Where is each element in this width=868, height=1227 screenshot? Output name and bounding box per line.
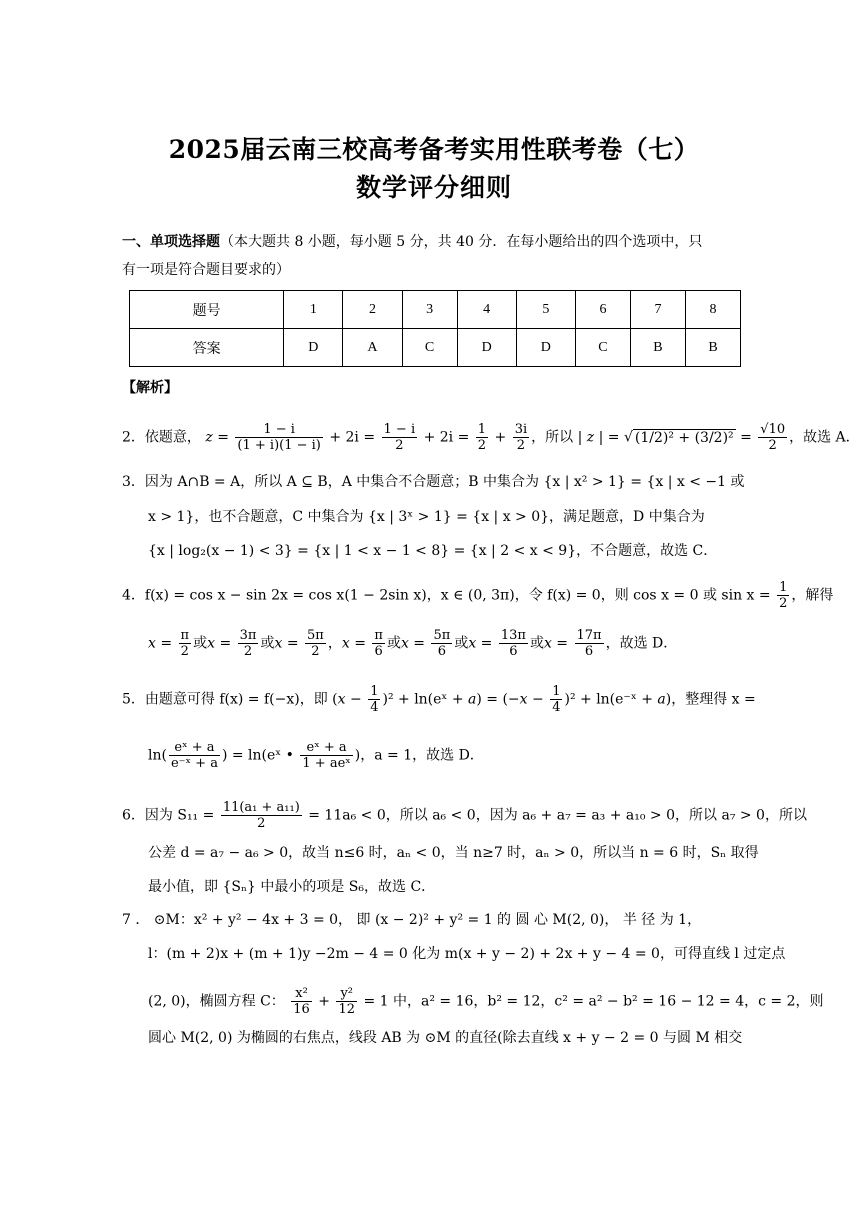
q7-line3: (2, 0)，椭圆方程 C： $\frac{\text{x²}}{16}$ + $\frac{\text{y²}}{12}$ = 1 中，a² = 16，b² = 12，c² = a² − b² = 16 − 12 = 4，c = 2，则 — [148, 986, 824, 1017]
q7-text: (2, 0)，椭圆方程 C： — [148, 993, 285, 1010]
q6-line3: 最小值，即 {Sₙ} 中最小的项是 S₆，故选 C． — [148, 879, 436, 895]
page-subtitle: 数学评分细则 — [355, 173, 512, 202]
section-heading — [122, 232, 747, 252]
table-cell: 4 — [457, 291, 516, 329]
table-cell: C — [402, 329, 457, 367]
table-cell: 3 — [402, 291, 457, 329]
section-desc-1: （本大题共 8 小题，每小题 5 分，共 40 分．在每小题给出的四个选项中，只 — [220, 234, 703, 250]
q7-line2: l：(m + 2)x + (m + 1)y −2m − 4 = 0 化为 m(x + y − 2) + 2x + y − 4 = 0，可得直线 l 过定点 — [148, 946, 786, 962]
q3-line3: {x | log₂(x − 1) < 3} = {x | 1 < x − 1 < 8} = {x | 2 < x < 9}，不合题意，故选 C． — [148, 543, 718, 559]
q6-text-b: = 11a₆ < 0，所以 a₆ < 0，因为 a₆ + a₇ = a₃ + a₁₀ > 0，所以 a₇ > 0，所以 — [308, 807, 807, 824]
table-row — [130, 329, 741, 367]
q4-text-c: ，故选 D． — [605, 635, 678, 652]
q4-text: 4．f(x) = cos x − sin 2x = cos x(1 − 2sin x)，x ∈ (0, 3π)，令 f(x) = 0，则 cos x = 0 或 sin x = — [122, 587, 771, 604]
q3-line2: x > 1}，也不合题意，C 中集合为 {x | 3ˣ > 1} = {x | x > 0}，满足题意，D 中集合为 — [148, 509, 705, 525]
q5-line2: ln( $\frac{\text{eˣ + a}}{\text{e⁻ˣ + a}}$ ) = ln(eˣ • $\frac{\text{eˣ + a}}{\text{1 + aeˣ}}$ )，a = 1，故选 D． — [148, 740, 484, 771]
q2-pre: 依题意， — [144, 429, 201, 446]
table-cell: 5 — [516, 291, 575, 329]
table-cell: 7 — [630, 291, 685, 329]
table-cell: 1 — [284, 291, 343, 329]
q2-end: ，故选 A． — [789, 429, 860, 446]
table-cell: D — [284, 329, 343, 367]
table-cell: 8 — [685, 291, 740, 329]
table-cell: D — [457, 329, 516, 367]
q4-line1: 4．f(x) = cos x − sin 2x = cos x(1 − 2sin x)，x ∈ (0, 3π)，令 f(x) = 0，则 cos x = 0 或 sin x = $\frac{1}{2}$ ，解得 — [122, 580, 834, 611]
q7-line1: 7 ． ⊙M：x² + y² − 4x + 3 = 0， 即 (x − 2)² + y² = 1 的 圆 心 M(2, 0)， 半 径 为 1， — [122, 912, 702, 928]
table-cell: C — [575, 329, 630, 367]
table-cell: D — [516, 329, 575, 367]
row-label: 答案 — [130, 329, 284, 367]
q5-text-b: ，整理得 x = — [671, 691, 756, 708]
q2-num: 2． — [122, 429, 145, 446]
q3-line1: 3．因为 A∩B = A，所以 A ⊆ B，A 中集合不合题意；B 中集合为 {x | x² > 1} = {x | x < −1 或 — [122, 474, 745, 490]
q4-line2: x = $\frac{\pi}{2}$ 或x = $\frac{3\pi}{2}$ 或x = $\frac{5\pi}{2}$ ，x = $\frac{\pi}{6}$ 或x = $\frac{5\pi}{6}$ 或x = $\frac{13\pi}{6}$ 或x = $\frac{17\pi}{6}$ ，故选 D． — [148, 628, 678, 659]
q7-text-b: 中，a² = 16，b² = 12，c² = a² − b² = 16 − 12 = 4，c = 2，则 — [393, 993, 824, 1010]
section-desc-2: 有一项是符合题目要求的） — [122, 262, 290, 278]
table-cell: B — [630, 329, 685, 367]
row-label: 题号 — [130, 291, 284, 329]
q5-line1: 5．由题意可得 f(x) = f(−x)，即 (x − $\frac{1}{4}$ )² + ln(eˣ + a) = (−x − $\frac{1}{4}$ )² + ln(e⁻ˣ + a)，整理得 x = — [122, 684, 756, 715]
table-row — [130, 291, 741, 329]
answer-table — [129, 290, 741, 367]
q6-text: 6．因为 S₁₁ = — [122, 807, 215, 824]
table-cell: A — [343, 329, 402, 367]
q4-text-b: ，解得 — [791, 587, 834, 604]
q2-post: ，所以 — [531, 429, 574, 446]
q6-line1: 6．因为 S₁₁ = $\frac{\text{11(a₁ + a₁₁)}}{2}$ = 11a₆ < 0，所以 a₆ < 0，因为 a₆ + a₇ = a₃ + a₁₀ > 0，所以 a₇ > 0，所以 — [122, 800, 807, 831]
q2: 2．依题意， z = $\frac{1 - i}{(1 + i)(1 - i)}$ + 2i = $\frac{1 - i}{2}$ + 2i = $\frac{1}{2}$ + $\frac{3i}{2}$ ，所以 | z | = √ (1/2)² + (3/2)² = $\frac{√10}{2}$ ，故选 A． — [122, 422, 860, 453]
q7-line4: 圆心 M(2, 0) 为椭圆的右焦点，线段 AB 为 ⊙M 的直径(除去直线 x + y − 2 = 0 与圆 M 相交 — [148, 1030, 743, 1046]
q6-line2: 公差 d = a₇ − a₆ > 0，故当 n≤6 时，aₙ < 0，当 n≥7 时，aₙ > 0，所以当 n = 6 时，Sₙ 取得 — [148, 845, 759, 861]
table-cell: 6 — [575, 291, 630, 329]
section-title: 一、单项选择题 — [122, 234, 220, 250]
page-title: 2025届云南三校高考备考实用性联考卷（七） — [168, 135, 700, 164]
q5-text-c: ，a = 1，故选 D． — [360, 747, 484, 764]
table-cell: B — [685, 329, 740, 367]
analysis-label: 【解析】 — [122, 380, 178, 396]
q5-text: 5．由题意可得 f(x) = f(−x)，即 — [122, 691, 328, 708]
table-cell: 2 — [343, 291, 402, 329]
